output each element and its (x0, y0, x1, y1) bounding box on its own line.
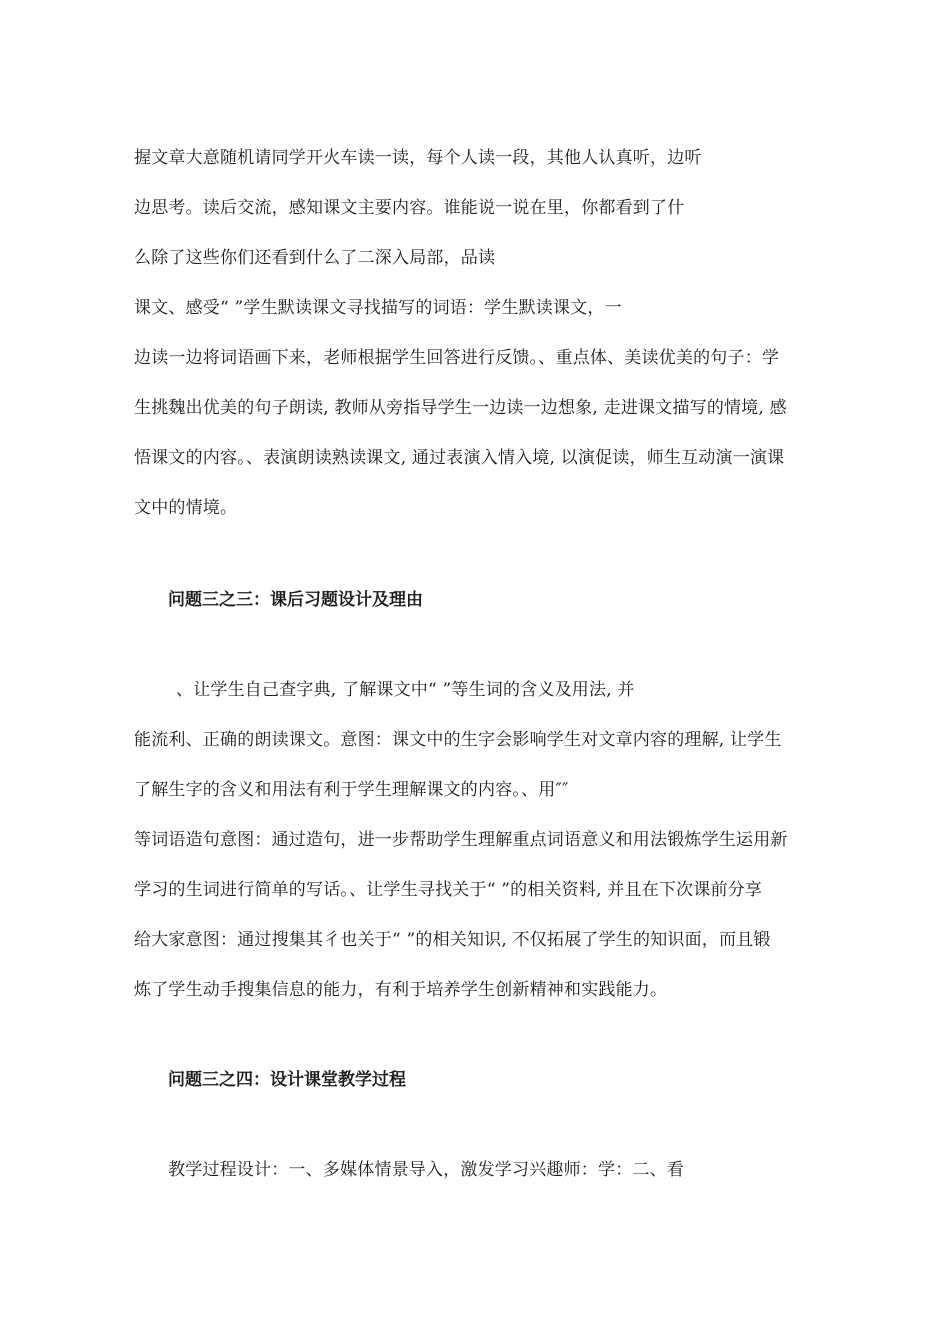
text-line: 等词语造句意图：通过造句，进一步帮助学生理解重点词语意义和用法锻炼学生运用新 (134, 830, 788, 850)
text-line: 边思考。读后交流，感知课文主要内容。谁能说一说在里，你都看到了什 (134, 198, 685, 218)
text-line: 了解生字的含义和用法有利于学生理解课文的内容。、用″″ (134, 780, 569, 800)
section-heading: 问题三之四：设计课堂教学过程 (168, 1070, 406, 1090)
text-line: 炼了学生动手搜集信息的能力，有利于培养学生创新精神和实践能力。 (134, 980, 668, 1000)
text-line: 边读一边将词语画下来，老师根据学生回答进行反馈。、重点体、美读优美的句子：学 (134, 348, 780, 368)
text-line: 能流利、正确的朗读课文。意图：课文中的生字会影响学生对文章内容的理解, 让学生 (134, 730, 782, 750)
text-line: 悟课文的内容。、表演朗读熟读课文, 通过表演入情入境, 以演促读，师生互动演一演课 (134, 448, 785, 468)
text-line: 文中的情境。 (134, 498, 238, 518)
text-line: 给大家意图：通过搜集其彳也关于“ ”的相关知识, 不仅拓展了学生的知识面，而且锻 (134, 930, 771, 950)
text-line: 、让学生自己查字典, 了解课文中“ ”等生词的含义及用法, 并 (176, 680, 635, 700)
text-line: 么除了这些你们还看到什么了二深入局部，品读 (134, 248, 496, 268)
section-heading: 问题三之三：课后习题设计及理由 (168, 590, 423, 610)
text-line: 生挑魏出优美的句子朗读, 教师从旁指导学生一边读一边想象, 走进课文描写的情境, 感 (134, 398, 787, 418)
text-line: 握文章大意随机请同学开火车读一读，每个人读一段，其他人认真听，边听 (134, 148, 702, 168)
text-line: 学习的生词进行简单的写话。、让学生寻找关于“ ”的相关资料, 并且在下次课前分享 (134, 880, 763, 900)
text-line: 课文、感受“ ”学生默读课文寻找描写的词语：学生默读课文，一 (134, 298, 622, 318)
text-line: 教学过程设计：一、多媒体情景导入，激发学习兴趣师：学：二、看 (168, 1160, 684, 1180)
